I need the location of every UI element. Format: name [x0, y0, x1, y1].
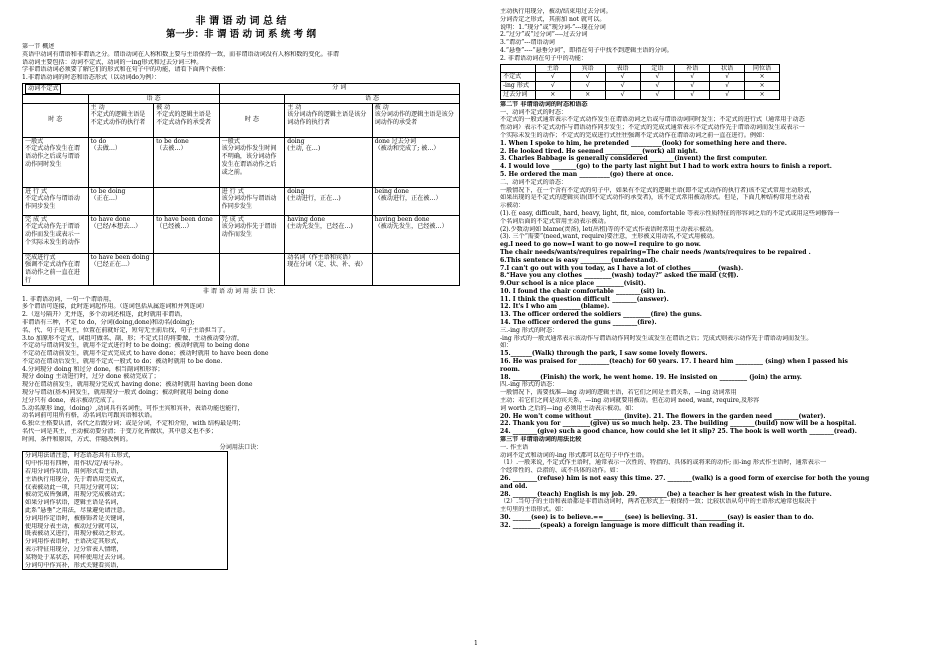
body-line: (2).少数动词如 blame(责备), let(出租)等的不定式作表语时常用主动表示被动。: [500, 225, 718, 233]
body-line: The chair needs/wants/requires repairing=The chair needs /wants/requires to be repaired .: [500, 248, 811, 256]
function-cell: √: [605, 90, 640, 99]
function-header: 状语: [710, 64, 745, 73]
body-line: 示被动：: [500, 202, 525, 210]
function-row: [501, 90, 780, 99]
right-intro: [500, 8, 930, 63]
function-cell: ×: [745, 82, 780, 91]
rule-line: 动名词前可用所有格，动名词后可跟宾语和状语。: [22, 412, 157, 420]
body-line: (1).在 easy, difficult, hard, heavy, light, fit, nice, comfortable 等表示性质特征的形容词之后的不定式或用这些词修饰一: [500, 209, 840, 217]
body-line: 三.-ing 形式的时态：: [500, 326, 559, 334]
body-line: 3. Charles Babbage is generally considered ________(invent) the first computer.: [500, 155, 768, 163]
verse-line: 分词句中作宾补，形式关键看宾语，: [25, 561, 123, 569]
body-line: 主句里的主语形式。如：: [500, 506, 568, 514]
function-table: [500, 64, 780, 100]
right-intro-line: 分词否定之形式，其前加 not 就可以。: [500, 15, 606, 23]
body-line: 10. I found the chair comfortable ________(sit) in.: [500, 287, 666, 295]
cell-inf-active: to have done （已经/本想去…）: [88, 215, 154, 253]
verse-line: 分词用作定语时，被修饰者是关键词，: [25, 514, 129, 522]
body-line: 24. ________(give) such a good chance, how could she let it slip? 25. The book is well worth ________(read).: [500, 428, 857, 436]
right-intro-line: 主动执行用现分，被动/结束用过去分词。: [500, 8, 612, 15]
rule-line: 多个谓语可连接，此时连词起作用。（连词包括从属连词和并列连词）: [22, 303, 208, 311]
body-line: 32. _________(speak) a foreign language is more difficult than reading it.: [500, 521, 745, 529]
cell-tense: 进 行 式 不定式动作与谓语动作同步发生: [23, 187, 89, 215]
right-body: [500, 101, 930, 530]
tense-row: [23, 253, 460, 285]
cell-part-active: 动名词（作主语和宾语） 现在分词（定、状、补、表）: [285, 253, 372, 285]
function-cell: ×: [745, 73, 780, 82]
body-line: 12. It's I who am _______(blame).: [500, 303, 610, 311]
body-line: 一般情况下，需要找准—ing 动词的逻辑主语，若它们之间是主谓关系，—ing 动词常用: [500, 389, 737, 397]
function-cell: √: [675, 82, 710, 91]
intro-line: 英语中动词有谓语和非谓语之分。谓语动词在人称和数上要与主语保持一致，而非谓语动词没有人称和数的变化。非谓: [22, 50, 339, 58]
rule-line: 不定动在谓动前发生，就用不定式完成式 to have done；被动时就用 to have been done: [22, 350, 269, 358]
intro-section: [22, 43, 460, 82]
body-line: 个经常性的、泛指的、或不具体的动作。如：: [500, 467, 622, 475]
rule-line: 过分只有 done，表示被动完成了。: [22, 396, 119, 404]
body-line: 26. ________(refuse) him is not easy this time. 27. ________(walk) is a good form of exercise for both the young: [500, 475, 870, 483]
body-line: 11. I think the question difficult ________(answer).: [500, 295, 669, 303]
function-cell: √: [535, 73, 570, 82]
cell-inf-passive: [154, 253, 220, 285]
body-line: 28. ________(teach) English is my job. 29. _________(be) a teacher is her greatest wish in the future.: [500, 490, 832, 498]
body-line: 1. When I spoke to him, he pretended __________(look) for something here and there.: [500, 139, 787, 147]
cell-part-passive: [372, 253, 459, 285]
cell-part-active: doing (主动进行，正在…): [285, 187, 372, 215]
rule-line: 现分 doing 主动进行时，过分 done 被动完成了；: [22, 373, 160, 381]
cell-inf-active: to have been doing （已经正在…）: [88, 253, 154, 285]
tense-voice-table: [22, 83, 460, 286]
verse-line: 此系“悬垂”之用法，尽量避免请注意。: [25, 507, 129, 515]
function-cell: √: [710, 90, 745, 99]
verse-line: 被动完成皆强调，用现分完成被动式；: [25, 491, 129, 499]
tense-label-right: 时 态: [219, 103, 285, 137]
function-cell: √: [640, 90, 675, 99]
tense-row: [23, 215, 460, 253]
part-active-header: 主 动 该分词动作的逻辑主语是该分词动作的执行者: [285, 103, 372, 137]
tense-row: [23, 187, 460, 215]
function-header: [501, 64, 536, 73]
verse-line: 主语执行用现分，先于谓语用完成式，: [25, 475, 129, 483]
cell-tense: 完 成 式 不定式动作先于谓语动作而发生或表示一个实际未发生的动作: [23, 215, 89, 253]
cell-part-tense: 进 行 式 该分词动作与谓语动作同步发生: [219, 187, 285, 215]
cell-inf-active: to do （去做…）: [88, 137, 154, 187]
right-intro-line: 3.“谓动”---谓语动词: [500, 39, 555, 47]
cell-tense: 一般式 不定式动作发生在谓语动作之后或与谓语动作同时发生: [23, 137, 89, 187]
body-line: 7.I can't go out with you today, as I have a lot of clothes_________(wash).: [500, 264, 744, 272]
body-line: and old.: [500, 482, 528, 490]
function-header: 表语: [605, 64, 640, 73]
rule-line: 1. 非谓语动词，一句一个谓语用，: [22, 295, 116, 303]
verse-line: 某物处于某状态，同样使用过去分词。: [25, 553, 129, 561]
body-line: 4. I would love ________(go) to the party last night but I had to work extra hours to finish a report.: [500, 163, 832, 171]
verse-line: 表示特征用现分，过分常表人情绪，: [25, 546, 123, 554]
cell-part-active: doing (主动, 在…): [285, 137, 372, 187]
body-line: (3). 三个“需要”(need,want, require)要注意，主形被义用动名,不定式用被动。: [500, 233, 719, 241]
body-line: 如果出现的是不定式的逻辑宾语(即不定式动作的承受者)，该不定式常用被动形式。但是，下面几种结构常用主动表: [500, 194, 810, 202]
rule-line: 不定动在谓动后发生，就用不定式一般式 to do；被动时就用 to be done.: [22, 357, 223, 365]
body-line: 词 worth 之后的—ing 必须用主动表示被动。如：: [500, 404, 638, 412]
rule-line: 3.to 加原形不定式，词组可做名、副、形；不定式目的将要做，主动被动要分清，: [22, 334, 244, 342]
cell-part-tense: 完 成 式 该分词动作先于谓语动作而发生: [219, 215, 285, 253]
function-cell: √: [675, 73, 710, 82]
cell-part-active: having done (主动先发生，已经在…): [285, 215, 372, 253]
inf-passive-header: 被 动 不定式的逻辑主语是不定式动作的承受者: [154, 103, 220, 137]
right-intro-line: 说明：1.“现分”或“现分词-”---现在分词: [500, 23, 606, 31]
cell-part-passive: done 过去分词 （被动和完成了; 被…）: [372, 137, 459, 187]
cell-inf-passive: to have been done （已经被…）: [154, 215, 220, 253]
rule-line: 非谓语有三种，不定 to do，分词(doing,done)和动名(doing);: [22, 318, 195, 326]
body-line: 9.Our school is a nice place _________(visit).: [500, 280, 646, 288]
verse-line: 若用分词作状语，用何形式看主语，: [25, 468, 123, 476]
verse-list: [22, 451, 228, 570]
page-number: 1: [474, 640, 478, 647]
cell-inf-passive: to be done （去被…）: [154, 137, 220, 187]
rule-line: 现分与谓动(基本)同发生，就用现分一般式 doing；被动时就用 being done: [22, 389, 229, 397]
inf-active-header: 主 动 不定式的逻辑主语是不定式动作的执行者: [88, 103, 154, 137]
cell-part-passive: having been done （被动先发生，已经被…）: [372, 215, 459, 253]
right-intro-line: 4.“悬垂”----“悬垂分词”，即指在句子中找不到逻辑主语的分词。: [500, 46, 673, 54]
body-line: 5. He ordered the man __________(go) there at once.: [500, 170, 674, 178]
body-line: 18. _________(Finish) the work, he went home. 19. He insisted on _________ (join) the army.: [500, 373, 802, 381]
body-line: 22. Thank you for _________(give) us so much help. 23. The building ________(build) now will be a hospital.: [500, 420, 857, 428]
body-line: 8.“Have you any clothes _________(wash) today?” asked the maid (女佣).: [500, 272, 739, 280]
doc-subtitle: 第一步：非 谓 语 动 词 系 统 考 纲: [166, 28, 316, 40]
intro-line: 1.非谓语动词的时态和语态形式（以动词do为例）：: [22, 74, 161, 82]
body-line: -ing 形式的一般式通常表示该动作与谓语动作同时发生或发生在谓语之后；完成式则表示动作先于谓语动词而发生。: [500, 334, 813, 342]
intro-line: 第一节 概述: [22, 42, 55, 50]
body-line: 不定式的一般式通常表示不定式动作发生在谓语动词之后或与谓语动词同时发生；不定式的进行式（通常用于动态: [500, 116, 805, 124]
rule-line: 4.分词现分 doing 和过分 done，相当副词和形容；: [22, 365, 164, 373]
body-line: 30. ______(see) is to believe.==_______(see) is believing. 31. _________(say) is easier than to do.: [500, 514, 814, 521]
body-line: room.: [500, 365, 520, 373]
function-cell: √: [605, 73, 640, 82]
tense-label-left: 时 态: [23, 103, 89, 137]
cell-part-tense: [219, 253, 285, 285]
cell-part-passive: being done （被动进行，正在被…）: [372, 187, 459, 215]
tense-row: [23, 137, 460, 187]
body-line: 20. He won't come without __________(invite). 21. The flowers in the garden need ________(water).: [500, 412, 826, 420]
right-intro-line: 2. 非谓语动词在句子中的功能：: [500, 54, 587, 62]
body-line: 14. The officer ordered the guns ________(fire).: [500, 319, 657, 327]
function-cell: √: [640, 73, 675, 82]
body-line: 16. He was praised for __________(teach) for 60 years. 17. I heard him _________ (sing) when I passed his: [500, 358, 848, 366]
function-cell: 不定式: [501, 73, 536, 82]
cell-part-tense: 一般式 该分词动作发生时间不明确，该分词动作发生在谓语动作之后或之前。: [219, 137, 285, 187]
function-cell: ×: [570, 90, 605, 99]
function-header: 定语: [640, 64, 675, 73]
verse-line: 句中作用有四种，用作状/定/表与补。: [25, 460, 127, 468]
body-line: 一般情况下，在一个含有不定式的句子中，如果有不定式的逻辑主语(即不定式动作的执行者)该不定式常用主动形式，: [500, 186, 816, 194]
right-column: [500, 8, 930, 668]
body-line: 15._______(Walk) through the park, I saw some lovely flowers.: [500, 350, 708, 358]
function-header: 补语: [675, 64, 710, 73]
function-cell: √: [535, 82, 570, 91]
rule-line: 不定动与谓动同发生，就用不定式进行时 to be doing；被动时就用 to being done: [22, 342, 250, 350]
verse-line: 分词用法请注意，时态语态共有五形式，: [25, 452, 135, 460]
function-cell: -ing 形式: [501, 82, 536, 91]
rule-line: 时间、条件和原因，方式、伴随改例的。: [22, 435, 132, 443]
verse-line: 既表被动又进行，用现分被动之形式。: [25, 530, 129, 538]
body-line: eg.I need to go now=I want to go now=I require to go now.: [500, 241, 701, 249]
doc-title: 非 谓 语 动 词 总 结: [195, 16, 287, 27]
body-line: （1）.一般来说, 不定式作主语时，通常表示一次性的、特指的、具体的或将来的动作; 而-ing 形式作主语时，通常表示一: [500, 459, 827, 467]
rule-line: 2.（逗号隔开）无并连，多个动词还相连，此时就用非谓语，: [22, 311, 187, 319]
function-cell: √: [675, 90, 710, 99]
head-infinitive: 动词不定式: [23, 83, 220, 94]
function-header: 同位语: [745, 64, 780, 73]
function-cell: √: [570, 73, 605, 82]
rule-line: 6.独立主格要认清，名代之后跟分词；或是分词，不定和介短，with 结构最是明；: [22, 420, 245, 428]
body-line: 主动；若它们之间是动宾关系，—ing 动词就要用被动。但在动词 need, want, require,及形容: [500, 397, 760, 405]
cell-inf-passive: [154, 187, 220, 215]
rule-line: 名代一词是其主，主动被动要分清；于变万化皆做状，其中意义也不多；: [22, 428, 217, 436]
cell-tense: 完成进行式 强调不定式动作在谓语动作之前一直在进行: [23, 253, 89, 285]
rules-list: [22, 296, 460, 444]
body-line: 动词不定式和动词的-ing 形式都可以在句子中作主语。: [500, 451, 648, 459]
rule-line: 名、代、句子是其主，位置在前就好定，短句无主前后找，句子主语担当了。: [22, 326, 230, 334]
verse-line: 使用现分表主动，被动过分就可以，: [25, 522, 123, 530]
function-cell: √: [570, 82, 605, 91]
head-participle: 分 词: [219, 83, 459, 94]
body-line: 6.This sentence is easy __________(understand).: [500, 256, 659, 264]
function-cell: √: [640, 82, 675, 91]
verse-title: 分词用法口诀：: [219, 443, 263, 451]
body-line: 个名词后面的不定式常用主动表示被动。: [500, 217, 610, 225]
function-row: [501, 73, 780, 82]
left-column: [22, 8, 460, 668]
function-row: [501, 82, 780, 91]
body-line: 四.-ing 形式的语态：: [500, 381, 559, 389]
right-intro-line: 2.“过分”或“过分词”----过去分词: [500, 31, 588, 39]
body-line: 一. 作主语: [500, 443, 529, 451]
body-line: （2）.当句子的主语和表语都是非谓语动词时，两者在形式上一般保持一致；比较状语从句中的主语形式通常也取决于: [500, 498, 817, 506]
body-line: 个实际未发生的动作；不定式的完成进行式往往强调不定式动作在谓语动词之前一直在进行。例如：: [500, 131, 769, 139]
rule-line: 5.动名原形 ing,（doing）,动词具有名词性，可作主宾和宾补，表语功能也能行，: [22, 404, 244, 412]
cell-inf-active: to be doing （正在…）: [88, 187, 154, 215]
verse-line: 仅表被动此一项，只用过分就可以；: [25, 483, 123, 491]
function-cell: 过去分词: [501, 90, 536, 99]
body-line: 性动词）表示不定式动作与谓语动作同步发生；不定式的完成式通常表示不定式动作先于谓语动词而发生或表示一: [500, 124, 805, 132]
function-cell: √: [710, 73, 745, 82]
function-cell: √: [605, 82, 640, 91]
part-passive-header: 被 动 该分词动作的逻辑主语是该分词动作的承受者: [372, 103, 459, 137]
body-line: 第二节 非谓语动词的时态和语态: [500, 100, 588, 108]
verse-line: 分词用作表语时，主语决定其形式，: [25, 538, 123, 546]
verse-line: 如果分词作状语，逻辑主语是名词，: [25, 499, 123, 507]
body-line: 13. The officer ordered the soldiers _________(fire) the guns.: [500, 311, 702, 319]
intro-line: 学非谓语动词必须要了解它们的形式和在句子中的功能，请看下面两个表格：: [22, 66, 230, 74]
intro-line: 语动词主要包括：动词不定式，动词的一ing形式和过去分词三种。: [22, 58, 203, 66]
function-header: 宾语: [570, 64, 605, 73]
function-header: 主语: [535, 64, 570, 73]
voice-label-left: 语 态: [88, 94, 219, 103]
body-line: 二、动词不定式的语态：: [500, 178, 568, 186]
function-cell: √: [710, 82, 745, 91]
function-cell: ×: [535, 90, 570, 99]
body-line: 如：: [500, 342, 513, 350]
body-line: 2. He looked tired. He seemed ____________(work) all night.: [500, 147, 698, 155]
voice-label-right: 语 态: [285, 94, 460, 103]
rules-title: 非 谓 语 动 词 用 法 口 诀：: [202, 287, 280, 295]
body-line: 第三节 非谓语动词的用法比较: [500, 436, 582, 444]
body-line: 一、动词不定式的时态：: [500, 108, 568, 116]
rule-line: 现分在谓动前发生，就用现分完成式 having done；被动时就用 having been done: [22, 381, 253, 389]
function-cell: ×: [745, 90, 780, 99]
